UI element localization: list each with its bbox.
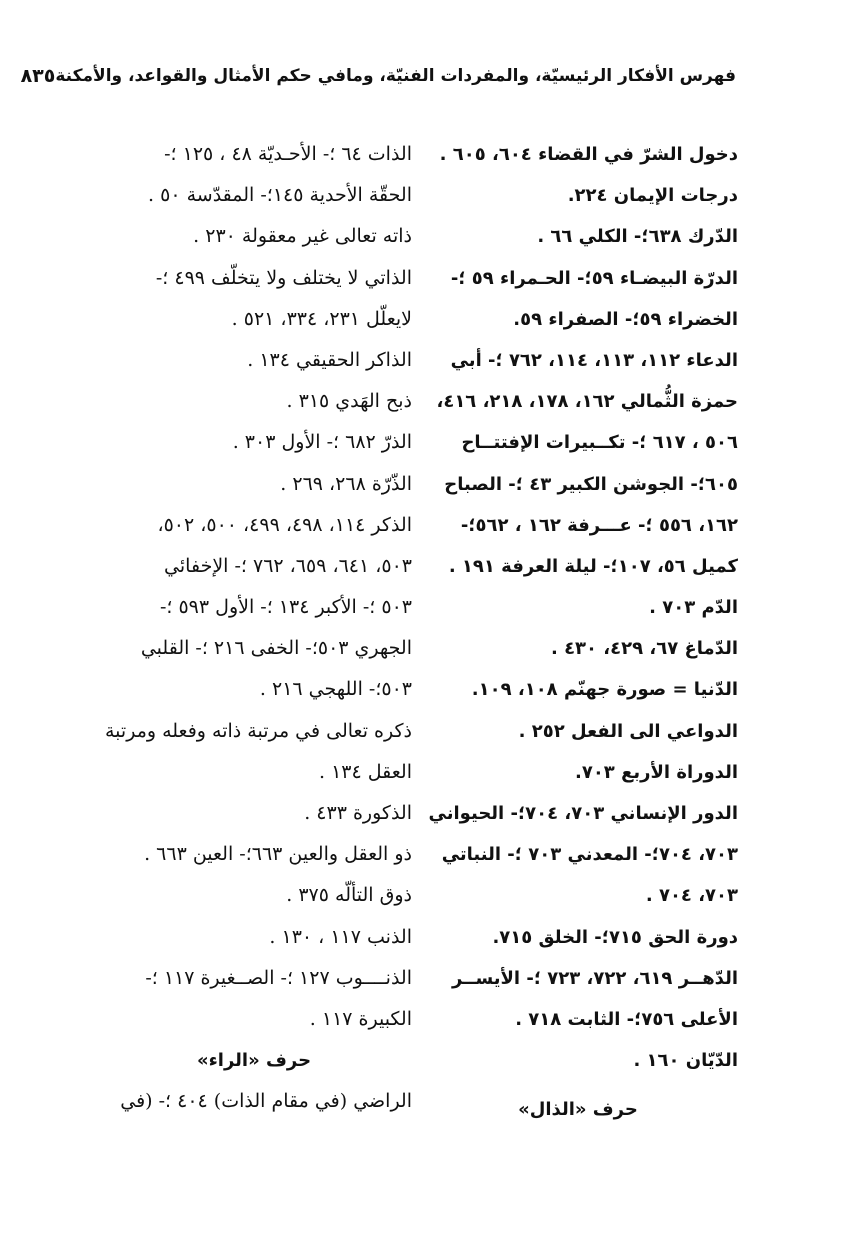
running-title: فهرس الأفكار الرئيسيّة، والمفردات الفنيّة، ومافي حكم الأمثال والقواعد، والأمكنة [55,66,736,86]
index-entry: ذوق التألّه ٣٧٥ . [286,884,412,907]
index-entry: دورة الحق ٧١٥؛- الخلق ٧١٥. [492,926,738,948]
index-entry: ٦٠٥؛- الجوشن الكبير ٤٣ ؛- الصباح [444,473,738,495]
section-heading-ra: حرف «الراء» [196,1050,312,1072]
index-entry: ذاته تعالى غير معقولة ٢٣٠ . [193,225,412,248]
index-entry: الراضي (في مقام الذات) ٤٠٤ ؛- (في [120,1090,412,1113]
index-entry: الدّيّان ١٦٠ . [633,1050,738,1072]
index-entry: الذات ٦٤ ؛- الأحـديّة ٤٨ ، ١٢٥ ؛- [164,143,412,165]
index-entry: ذبح الهَدي ٣١٥ . [286,390,412,413]
index-entry: الدواعي الى الفعل ٢٥٢ . [518,720,738,742]
page-number: ٨٣٥ [20,65,56,87]
index-entry: الدّنيا = صورة جهنّم ١٠٨، ١٠٩. [471,679,738,701]
index-entry: حمزة الثُّمالي ١٦٢، ١٧٨، ٢١٨، ٤١٦، [436,391,738,413]
index-entry: الدّم ٧٠٣ . [649,597,738,619]
index-entry: الذنب ١١٧ ، ١٣٠ . [269,925,412,948]
index-entry: الدوراة الأربع ٧٠٣. [574,761,738,783]
index-entry: كميل ٥٦، ١٠٧؛- ليلة العرفة ١٩١ . [448,555,738,577]
index-entry: ٧٠٣، ٧٠٤ . [645,885,738,907]
index-entry: الذّرّة ٢٦٨، ٢٦٩ . [280,472,412,495]
index-entry: الجهري ٥٠٣؛- الخفى ٢١٦ ؛- القلبي [140,637,412,660]
page-header [20,58,736,94]
index-entry: الذاتي لا يختلف ولا يتخلّف ٤٩٩ ؛- [155,266,412,289]
index-column-right [418,134,738,1131]
index-entry: ١٦٢، ٥٥٦ ؛- عـــرفة ١٦٢ ، ٥٦٢؛- [460,514,738,536]
index-entry: ذو العقل والعين ٦٦٣؛- العين ٦٦٣ . [144,843,412,866]
index-entry: الأعلى ٧٥٦؛- الثابت ٧١٨ . [515,1008,738,1030]
index-entry: الدرّة البيضـاء ٥٩؛- الحـمراء ٥٩ ؛- [450,267,738,289]
index-entry: دخول الشرّ في القضاء ٦٠٤، ٦٠٥ . [439,144,738,165]
index-entry: الدور الإنساني ٧٠٣، ٧٠٤؛- الحيواني [428,803,738,824]
index-entry: ذكره تعالى في مرتبة ذاته وفعله ومرتبة [105,719,412,742]
index-entry: ٥٠٣ ؛- الأكبر ١٣٤ ؛- الأول ٥٩٣ ؛- [159,596,412,619]
index-entry: ٧٠٣، ٧٠٤؛- المعدني ٧٠٣ ؛- النباتي [441,844,738,866]
index-entry: ٥٠٣، ٦٤١، ٦٥٩، ٧٦٢ ؛- الإخفائي [164,554,412,577]
index-entry: درجات الإيمان ٢٢٤. [567,185,738,207]
index-entry: الدّهــر ٦١٩، ٧٢٢، ٧٢٣ ؛- الأيســر [451,967,738,989]
index-entry: لايعلّل ٢٣١، ٣٣٤، ٥٢١ . [231,307,412,330]
index-entry: ٥٠٣؛- اللهجي ٢١٦ . [259,678,412,701]
section-heading-dhal: حرف «الذال» [518,1099,638,1121]
index-entry: الذكر ١١٤، ٤٩٨، ٤٩٩، ٥٠٠، ٥٠٢، [157,513,412,536]
index-entry: الدّماغ ٦٧، ٤٢٩، ٤٣٠ . [550,638,738,660]
index-entry: الدعاء ١١٢، ١١٣، ١١٤، ٧٦٢ ؛- أبي [450,349,738,371]
index-entry: العقل ١٣٤ . [319,760,412,783]
index-column-left [96,134,412,1123]
index-entry: الذرّ ٦٨٢ ؛- الأول ٣٠٣ . [232,431,412,454]
index-entry: الحقّة الأحدية ١٤٥؛- المقدّسة ٥٠ . [148,184,412,207]
index-entry: ٥٠٦ ، ٦١٧ ؛- تكــبيرات الإفتتــاح [461,432,738,454]
index-entry: الخضراء ٥٩؛- الصفراء ٥٩. [513,308,738,330]
index-entry: الذكورة ٤٣٣ . [304,802,412,824]
index-entry: الذاكر الحقيقي ١٣٤ . [247,348,412,371]
index-entry: الدّرك ٦٣٨؛- الكلي ٦٦ . [537,226,738,248]
index-entry: الذنــــوب ١٢٧ ؛- الصــغيرة ١١٧ ؛- [145,966,412,989]
index-entry: الكبيرة ١١٧ . [309,1007,412,1030]
